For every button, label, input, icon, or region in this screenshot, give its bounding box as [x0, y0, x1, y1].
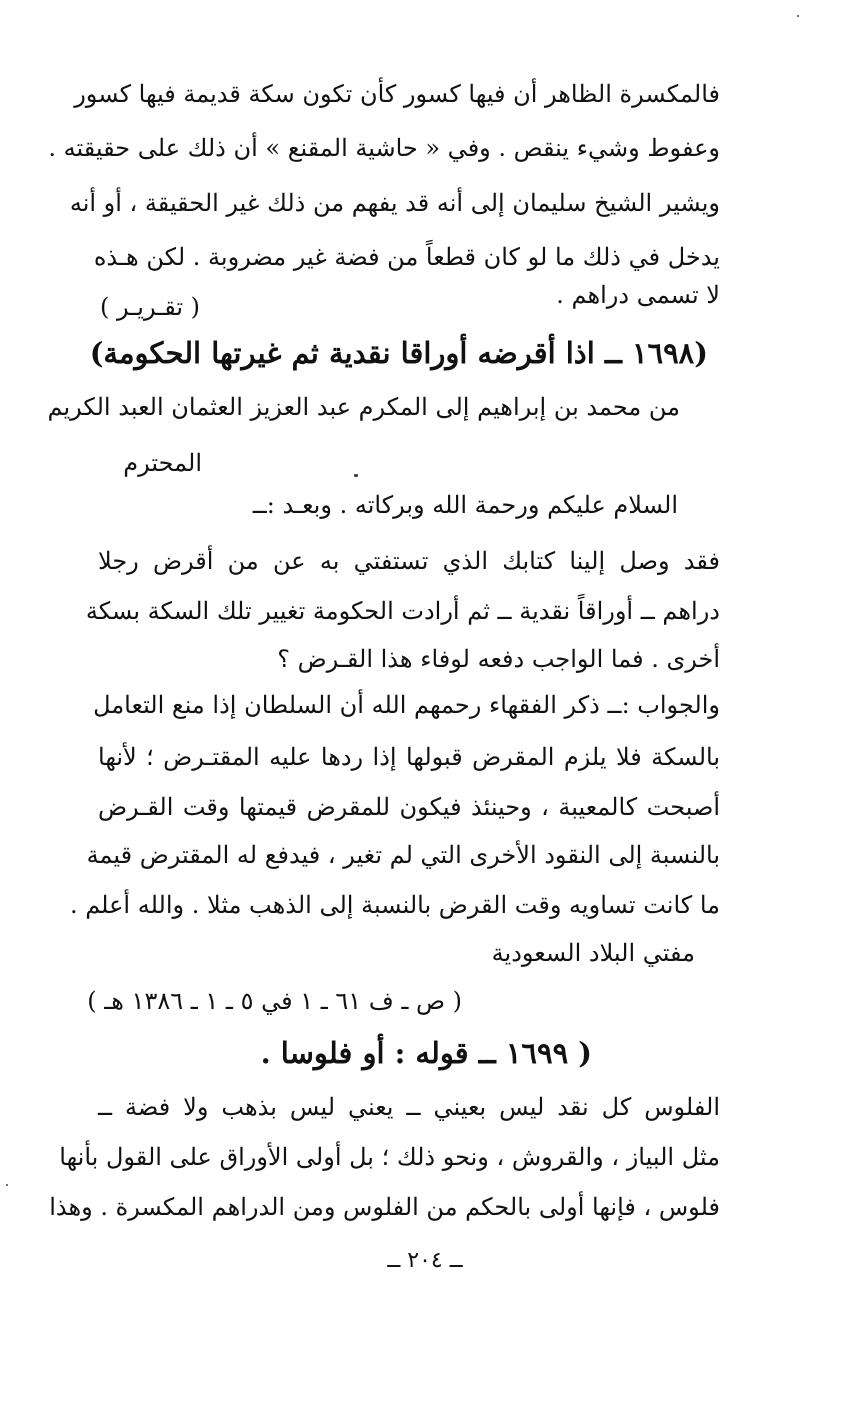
- text-line: ويشير الشيخ سليمان إلى أنه قد يفهم من ذلك غير الحقيقة ، أو أنه: [69, 189, 720, 217]
- letter-greeting: السلام عليكم ورحمة الله وبركاته . وبعـد :ــ: [252, 491, 678, 519]
- text-line: ما كانت تساويه وقت القرض بالنسبة إلى الذهب مثلا . والله أعلم .: [69, 891, 720, 919]
- scan-speck: [354, 474, 358, 477]
- section-heading-1698: (١٦٩٨ ــ اذا أقرضه أوراقا نقدية ثم غيرتها الحكومة): [89, 336, 708, 370]
- text-line: مثل البياز ، والقروش ، ونحو ذلك ؛ بل أولى الأوراق على القول بأنها: [59, 1143, 720, 1171]
- text-line: وعفوط وشيء ينقص . وفي « حاشية المقنع » أن ذلك على حقيقته .: [48, 134, 720, 162]
- section-heading-1699: ( ١٦٩٩ ــ قوله : أو فلوسا .: [260, 1036, 592, 1070]
- fatwa-reference: ( ص ـ ف ٦١ ـ ١ في ٥ ـ ١ ـ ١٣٨٦ هـ ): [87, 987, 462, 1015]
- scan-speck: [6, 1184, 8, 1186]
- letter-from-line: من محمد بن إبراهيم إلى المكرم عبد العزيز العثمان العبد الكريم: [47, 393, 680, 421]
- text-line: أخرى . فما الواجب دفعه لوفاء هذا القـرض ؟: [277, 645, 720, 673]
- text-line: يدخل في ذلك ما لو كان قطعاً من فضة غير مضروبة . لكن هـذه: [93, 243, 720, 271]
- text-line: دراهم ــ أوراقاً نقدية ــ ثم أرادت الحكومة تغيير تلك السكة بسكة: [85, 597, 720, 625]
- scan-speck: [797, 15, 799, 17]
- letter-respected: المحترم: [123, 449, 202, 477]
- text-line: فالمكسرة الظاهر أن فيها كسور كأن تكون سكة قديمة فيها كسور: [74, 80, 720, 108]
- text-line: بالسكة فلا يلزم المقرض قبولها إذا ردها عليه المقتـرض ؛ لأنها: [98, 743, 720, 771]
- text-line: أصبحت كالمعيبة ، وحينئذ فيكون للمقرض قيمتها وقت القـرض: [98, 793, 720, 821]
- text-line: فلوس ، فإنها أولى بالحكم من الفلوس ومن الدراهم المكسرة . وهذا: [49, 1193, 720, 1221]
- signature: مفتي البلاد السعودية: [491, 939, 695, 967]
- page-number: ــ ٢٠٤ ــ: [387, 1248, 463, 1273]
- text-line: بالنسبة إلى النقود الأخرى التي لم تغير ، فيدفع له المقترض قيمة: [86, 841, 720, 869]
- text-line: الفلوس كل نقد ليس بعيني ــ يعني ليس بذهب ولا فضة ــ: [98, 1093, 720, 1121]
- section-1699-paragraph: [48, 0, 720, 1240]
- source-label: ( تقـريـر ): [100, 293, 201, 321]
- text-line: لا تسمى دراهم .: [556, 281, 720, 309]
- text-line: فقد وصل إلينا كتابك الذي تستفتي به عن من أقرض رجلا: [98, 547, 720, 575]
- text-line: والجواب :ــ ذكر الفقهاء رحمهم الله أن السلطان إذا منع التعامل: [93, 691, 720, 719]
